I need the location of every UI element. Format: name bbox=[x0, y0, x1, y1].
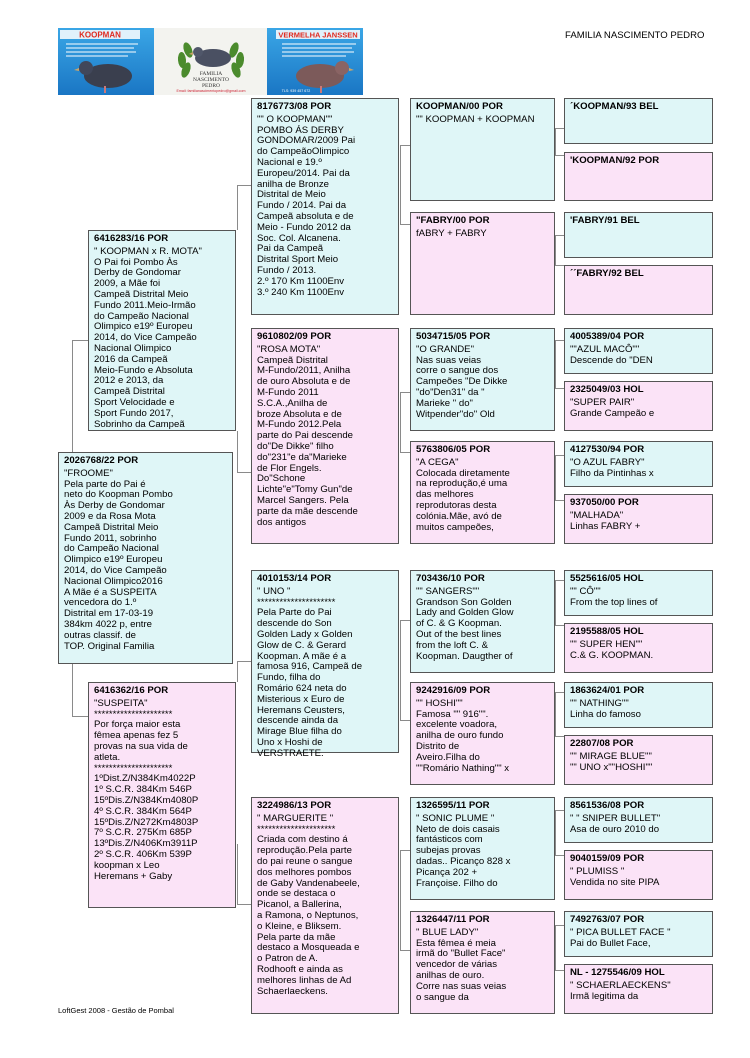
ring-number: KOOPMAN/00 POR bbox=[416, 101, 503, 112]
bird-notes: "" KOOPMAN + KOOPMAN bbox=[416, 113, 535, 125]
connector-line bbox=[555, 455, 556, 500]
page-title: FAMILIA NASCIMENTO PEDRO bbox=[565, 30, 705, 41]
bird-notes: " PLUMISS " Vendida no site PIPA bbox=[570, 865, 660, 888]
connector-line bbox=[555, 580, 556, 625]
bird-notes: "SUSPEITA" ********************* Por força maior esta fêmea apenas fez 5 provas na sua vida de atleta. ********************* 1ºDist.Z/N384Km4022P 1º S.C.R. 384Km 546P 15ºDis.Z/N384Km4080P 4º S.C.R. 384Km 564P 15ºDis.Z/N272Km4803P 7º S.C.R. 275Km 685P 13ºDis.Z/N406Km3911P 2º S.C.R. 406Km 539P koopman x Leo Heremans + Gaby bbox=[94, 697, 199, 882]
connector-line bbox=[555, 340, 564, 341]
ring-number: 2195588/05 HOL bbox=[570, 626, 644, 637]
ring-number: 2026768/22 POR bbox=[64, 455, 139, 466]
pedigree-dam[interactable] bbox=[88, 682, 236, 908]
ring-number: 9610802/09 POR bbox=[257, 331, 332, 342]
bird-notes: "SUPER PAIR" Grande Campeão e bbox=[570, 396, 655, 419]
pedigree-g4-5[interactable] bbox=[564, 328, 713, 374]
pedigree-g4-7[interactable] bbox=[564, 441, 713, 487]
banner-center-line1: FAMILIA bbox=[199, 71, 223, 77]
connector-line bbox=[555, 455, 564, 456]
pedigree-sire-dam[interactable] bbox=[251, 328, 399, 544]
bird-notes: " " SNIPER BULLET" Asa de ouro 2010 do bbox=[570, 812, 661, 835]
pedigree-g4-2[interactable] bbox=[564, 152, 713, 201]
connector-line bbox=[400, 145, 410, 146]
pedigree-g4-8[interactable] bbox=[564, 494, 713, 544]
pedigree-sds[interactable] bbox=[410, 328, 555, 431]
connector-line bbox=[400, 392, 410, 393]
bird-notes: " PICA BULLET FACE " Pai do Bullet Face, bbox=[570, 926, 671, 949]
ring-number: 'FABRY/91 BEL bbox=[570, 215, 640, 226]
bird-notes: "" SANGERS"" Grandson Son Golden Lady and Golden Glow of C. & G Koopman. Out of the best lines from the loft C. & Koopman. Daugther of bbox=[416, 585, 514, 662]
connector-line bbox=[555, 265, 564, 266]
ring-number: 6416283/16 POR bbox=[94, 233, 169, 244]
ring-number: 6416362/16 POR bbox=[94, 685, 169, 696]
connector-line bbox=[400, 950, 410, 951]
ring-number: ´´FABRY/92 BEL bbox=[570, 268, 644, 279]
connector-line bbox=[555, 128, 564, 129]
ring-number: 1326447/11 POR bbox=[416, 914, 490, 925]
pedigree-g4-13[interactable] bbox=[564, 797, 713, 843]
banner-center-line2: NASCIMENTO bbox=[193, 77, 229, 83]
connector-line bbox=[555, 810, 556, 855]
banner-center-line3: PEDRO bbox=[201, 83, 221, 89]
bird-notes: "" HOSHI"" Famosa "" 916"". excelente voadora, anilha de ouro fundo Distrito de Aveiro.Filha do ""Romário Nathing"" x bbox=[416, 697, 510, 774]
connector-line bbox=[555, 340, 556, 388]
banner-email: Email: familianascimentopedro@gmail.com bbox=[176, 89, 246, 93]
pedigree-g4-3[interactable] bbox=[564, 212, 713, 258]
ring-number: 22807/08 POR bbox=[570, 738, 634, 749]
connector-line bbox=[72, 340, 73, 452]
bird-notes: ""AZUL MACÔ"" Descende do "DEN bbox=[570, 343, 653, 366]
connector-line bbox=[555, 692, 556, 736]
bird-notes: " UNO " ********************* Pela Parte do Pai descende do Son Golden Lady x Golden Glow de C. & Gerard Koopman. A mãe é a famosa 916, Campeã de Fundo, filha do Romário 624 neta do Misterious x Euro de Heremans Ceusters, descende ainda da Mirage Blue filha do Uno x Hoshi de VERSTRAETE. bbox=[257, 585, 363, 759]
pedigree-g4-9[interactable] bbox=[564, 570, 713, 616]
bird-notes: "" NATHING"" Linha do famoso bbox=[570, 697, 641, 720]
ring-number: 3224986/13 POR bbox=[257, 800, 332, 811]
ring-number: 5525616/05 HOL bbox=[570, 573, 644, 584]
bird-notes: "O AZUL FABRY" Filho da Pintinhas x bbox=[570, 456, 654, 479]
connector-line bbox=[555, 235, 556, 265]
pedigree-g4-15[interactable] bbox=[564, 911, 713, 957]
connector-line bbox=[555, 692, 564, 693]
pedigree-sdd[interactable] bbox=[410, 441, 555, 544]
banner-right-label: VERMELHA JANSSEN bbox=[278, 30, 358, 40]
bird-notes: " MARGUERITE " ********************* Criada com destino á reprodução.Pela parte do pai reune o sangue dos melhores pombos de Gaby Vandenabeele, onde se destaca o Picanol, a Ballerina, a Ramona, o Neptunos, o Kleine, e Bliksem. Pela parte da mãe destaco a Mosqueada e o Patron de A. Rodhooft e ainda as melhores linhas de Ad Schaerlaeckens. bbox=[257, 812, 360, 997]
connector-line bbox=[237, 185, 251, 186]
banner-left-label: KOOPMAN bbox=[79, 30, 121, 40]
bird-notes: " KOOPMAN x R. MOTA" O Pai foi Pombo Às Derby de Gondomar 2009, a Mãe foi Campeã Distrital Meio Fundo 2011.Meio-Irmão do Campeão Nacional Olimpico e19º Europeu 2014, do Vice Campeão Nacional Olimpico 2016 da Campeã Meio-Fundo e Absoluta 2012 e 2013, da Campeã Distrital Sport Velocidade e Sport Fundo 2017, Sobrinho da Campeã bbox=[94, 245, 202, 430]
ring-number: 2325049/03 HOL bbox=[570, 384, 644, 395]
pedigree-subject[interactable] bbox=[58, 452, 233, 664]
banner-graphic bbox=[58, 28, 363, 95]
connector-line bbox=[400, 620, 401, 720]
pedigree-dsd[interactable] bbox=[410, 682, 555, 785]
pedigree-g4-16[interactable] bbox=[564, 964, 713, 1014]
connector-line bbox=[72, 664, 73, 716]
connector-line bbox=[237, 904, 251, 905]
pedigree-g4-14[interactable] bbox=[564, 850, 713, 900]
connector-line bbox=[237, 431, 238, 472]
connector-line bbox=[555, 855, 564, 856]
ring-number: 1326595/11 POR bbox=[416, 800, 490, 811]
ring-number: 703436/10 POR bbox=[416, 573, 485, 584]
loft-banner-logo bbox=[58, 28, 363, 95]
pedigree-ssd[interactable] bbox=[410, 212, 555, 315]
pedigree-sire-sire[interactable] bbox=[251, 98, 399, 315]
connector-line bbox=[555, 625, 564, 626]
ring-number: 937050/00 POR bbox=[570, 497, 639, 508]
bird-notes: " BLUE LADY" Esta fêmea é meia irmã do "Bullet Face" vencedor de várias anilhas de ouro. Corre nas suas veias o sangue da bbox=[416, 926, 507, 1003]
bird-notes: " SCHAERLAECKENS" Irmã legitima da bbox=[570, 979, 671, 1002]
pedigree-g4-10[interactable] bbox=[564, 623, 713, 673]
connector-line bbox=[237, 472, 251, 473]
connector-line bbox=[555, 810, 564, 811]
connector-line bbox=[555, 235, 564, 236]
footer-text: LoftGest 2008 - Gestão de Pombal bbox=[58, 1006, 174, 1015]
bird-notes: "" CÔ"" From the top lines of bbox=[570, 585, 658, 608]
connector-line bbox=[400, 224, 410, 225]
connector-line bbox=[555, 925, 556, 970]
ring-number: 9242916/09 POR bbox=[416, 685, 491, 696]
ring-number: 1863624/01 POR bbox=[570, 685, 645, 696]
ring-number: 4010153/14 POR bbox=[257, 573, 332, 584]
connector-line bbox=[400, 452, 410, 453]
connector-line bbox=[237, 661, 251, 662]
connector-line bbox=[400, 850, 401, 950]
ring-number: "FABRY/00 POR bbox=[416, 215, 490, 226]
connector-line bbox=[400, 720, 410, 721]
ring-number: ´KOOPMAN/93 BEL bbox=[570, 101, 659, 112]
pedigree-g4-6[interactable] bbox=[564, 381, 713, 431]
pedigree-dss[interactable] bbox=[410, 570, 555, 673]
pedigree-ddd[interactable] bbox=[410, 911, 555, 1014]
connector-line bbox=[237, 844, 238, 904]
ring-number: 8561536/08 POR bbox=[570, 800, 645, 811]
connector-line bbox=[400, 620, 410, 621]
ring-number: 9040159/09 POR bbox=[570, 853, 645, 864]
bird-notes: "FROOME" Pela parte do Pai é neto do Koopman Pombo Às Derby de Gondomar 2009 e da Rosa Mota Campeã Distrital Meio Fundo 2011, sobrinho do Campeão Nacional Olimpico e19º Europeu 2014, do Vice Campeão Nacional Olimpico2016 A Mãe é a SUSPEITA vencedora do 1.º Distrital em 17-03-19 384km 4022 p, entre outras classif. de TOP. Original Familia bbox=[64, 467, 173, 652]
bird-notes: "MALHADA" Linhas FABRY + bbox=[570, 509, 641, 532]
pedigree-g4-1[interactable] bbox=[564, 98, 713, 144]
connector-line bbox=[555, 155, 564, 156]
bird-notes: "" O KOOPMAN"" POMBO ÁS DERBY GONDOMAR/2009 Pai do CampeãoOlimpico Nacional e 19.º Europeu/2014. Pai da anilha de Bronze Distrital de Meio Fundo / 2014. Pai da Campeã absoluta e de Meio - Fundo 2012 da Soc. Col. Alcanena. Pai da Campeã Distrital Sport Meio Fundo / 2013. 2.º 170 Km 1100Env 3.º 240 Km 1100Env bbox=[257, 113, 356, 298]
connector-line bbox=[555, 580, 564, 581]
pedigree-sss[interactable] bbox=[410, 98, 555, 201]
ring-number: 5763806/05 POR bbox=[416, 444, 491, 455]
connector-line bbox=[555, 925, 564, 926]
connector-line bbox=[555, 970, 564, 971]
ring-number: NL - 1275546/09 HOL bbox=[570, 967, 665, 978]
pedigree-dam-sire[interactable] bbox=[251, 570, 399, 759]
connector-line bbox=[555, 128, 556, 155]
connector-line bbox=[400, 392, 401, 452]
ring-number: 7492763/07 POR bbox=[570, 914, 645, 925]
pedigree-g4-11[interactable] bbox=[564, 682, 713, 728]
bird-notes: "" SUPER HEN"" C.& G. KOOPMAN. bbox=[570, 638, 654, 661]
pedigree-g4-12[interactable] bbox=[564, 735, 713, 785]
connector-line bbox=[237, 185, 238, 230]
bird-notes: "ROSA MOTA" Campeã Distrital M-Fundo/2011, Anilha de ouro Absoluta e de M-Fundo 2011 S.C.A.,Anilha de broze Absoluta e de M-Fundo 2012.Pela parte do Pai descende do"De Dikke" filho do"231"e da"Marieke de Flor Engels. Do"Schone Lichte"e"Tomy Gun"de Marcel Sangers. Pela parte da mãe descende dos antigos bbox=[257, 343, 358, 528]
bird-notes: fABRY + FABRY bbox=[416, 227, 487, 239]
ring-number: 'KOOPMAN/92 POR bbox=[570, 155, 660, 166]
pedigree-g4-4[interactable] bbox=[564, 265, 713, 315]
connector-line bbox=[555, 736, 564, 737]
connector-line bbox=[72, 340, 88, 341]
connector-line bbox=[237, 661, 238, 682]
connector-line bbox=[400, 850, 410, 851]
ring-number: 4127530/94 POR bbox=[570, 444, 645, 455]
banner-phone: TLS: 939 457 672 bbox=[281, 89, 311, 93]
pedigree-dam-dam[interactable] bbox=[251, 797, 399, 1014]
bird-notes: "A CEGA" Colocada diretamente na reprodução,é uma das melhores reprodutoras desta colónia.Mãe, avó de muitos campeões, bbox=[416, 456, 510, 533]
bird-notes: "O GRANDE" Nas suas veias corre o sangue dos Campeões "De Dikke "do"Den31" da " Marieke " do" Witpender"do" Old bbox=[416, 343, 508, 420]
ring-number: 5034715/05 POR bbox=[416, 331, 491, 342]
connector-line bbox=[400, 145, 401, 224]
connector-line bbox=[555, 388, 564, 389]
connector-line bbox=[72, 716, 88, 717]
ring-number: 8176773/08 POR bbox=[257, 101, 332, 112]
pedigree-sire[interactable] bbox=[88, 230, 236, 431]
ring-number: 4005389/04 POR bbox=[570, 331, 645, 342]
pedigree-dds[interactable] bbox=[410, 797, 555, 900]
bird-notes: "" MIRAGE BLUE"" "" UNO x""HOSHI"" bbox=[570, 750, 653, 773]
bird-notes: " SONIC PLUME " Neto de dois casais fantásticos com subejas provas dadas.. Picanço 828 x Picança 202 + Françoise. Filho do bbox=[416, 812, 511, 889]
connector-line bbox=[555, 500, 564, 501]
